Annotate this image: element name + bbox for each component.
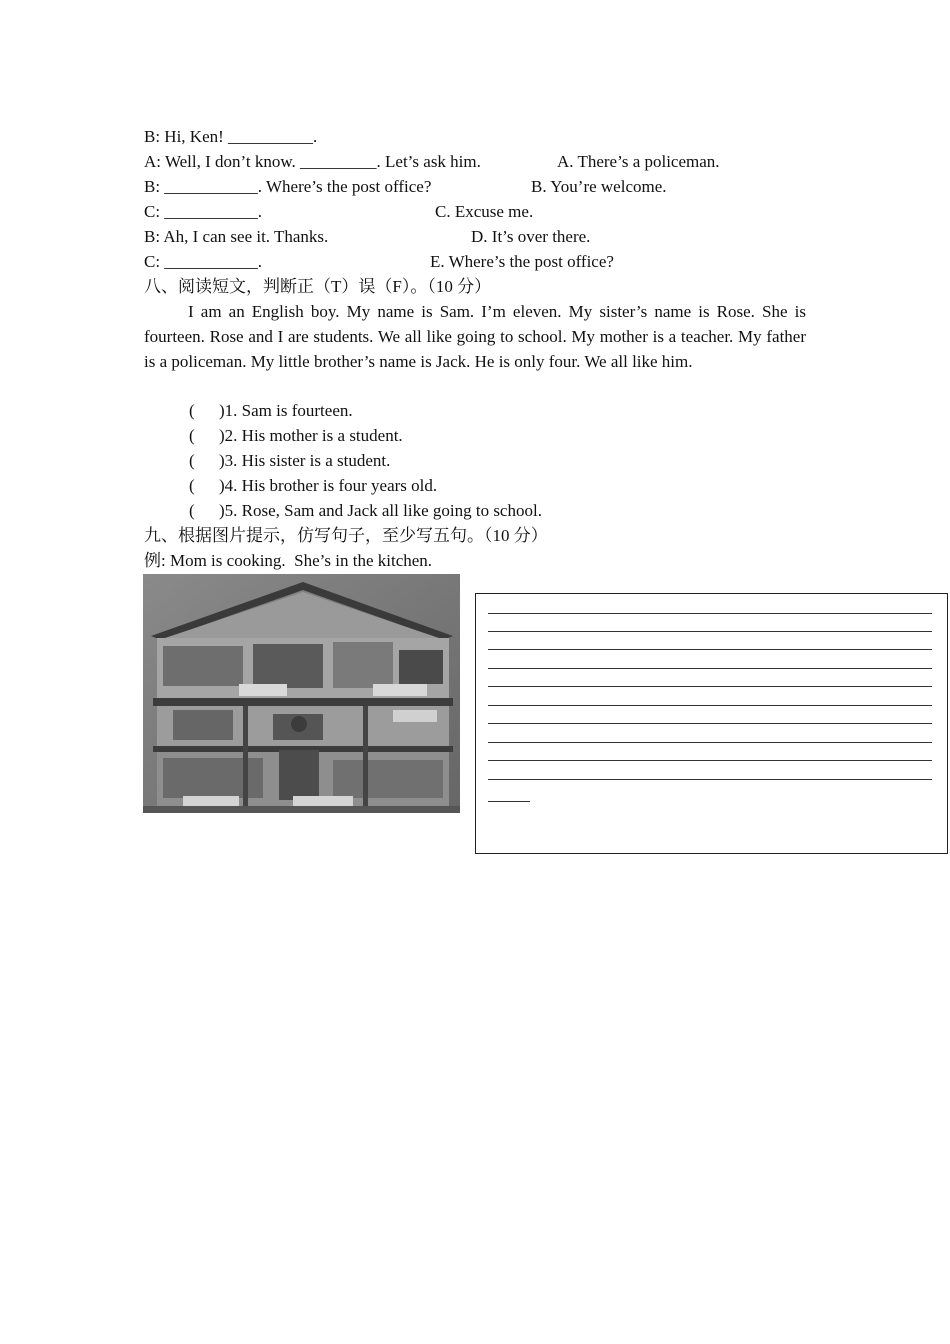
section-8-heading: 八、阅读短文，判断正（T）误（F）。（10 分） [144,277,492,296]
question-4-text: )4. His brother is four years old. [219,476,438,495]
writing-answer-box[interactable] [475,593,948,854]
writing-line-end [488,801,530,802]
answer-paren: ( [189,426,195,445]
question-2 [189,425,403,447]
answer-paren: ( [189,401,195,420]
option-c: C. Excuse me. [435,202,534,221]
question-3-text: )3. His sister is a student. [219,451,391,470]
answer-paren: ( [189,451,195,470]
answer-paren: ( [189,501,195,520]
writing-line [488,668,932,669]
dialogue-line-1: B: Hi, Ken! __________. [144,127,318,146]
dialogue-line-2: A: Well, I don’t know. _________. Let’s ask him. [144,152,481,171]
question-5-text: )5. Rose, Sam and Jack all like going to school. [219,501,542,520]
question-5 [189,500,542,522]
writing-line [488,686,932,687]
option-d: D. It’s over there. [471,227,591,246]
question-2-text: )2. His mother is a student. [219,426,403,445]
reading-passage: I am an English boy. My name is Sam. I’m eleven. My sister’s name is Rose. She is fourteen. Rose and I are students. We all like going to school. My mother is a teacher. My father is a policeman. My little brother’s name is Jack. He is only four. We all like him. [144,302,806,371]
dialogue-line-5: B: Ah, I can see it. Thanks. [144,227,329,246]
writing-line [488,723,932,724]
house-illustration [143,574,460,813]
writing-line [488,705,932,706]
house-picture [143,574,460,813]
question-1 [189,400,353,422]
writing-line [488,760,932,761]
writing-line [488,631,932,632]
writing-line [488,742,932,743]
question-3 [189,450,390,472]
writing-line [488,779,932,780]
writing-line [488,613,932,614]
writing-line [488,649,932,650]
option-a: A. There’s a policeman. [557,152,720,171]
option-b: B. You’re welcome. [531,177,667,196]
dialogue-line-6: C: ___________. [144,252,263,271]
dialogue-line-4: C: ___________. [144,202,263,221]
example-sentence: 例: Mom is cooking. She’s in the kitchen. [144,551,433,570]
answer-paren: ( [189,476,195,495]
option-e: E. Where’s the post office? [430,252,614,271]
dialogue-line-3: B: ___________. Where’s the post office? [144,177,432,196]
question-4 [189,475,437,497]
section-9-heading: 九、根据图片提示，仿写句子，至少写五句。（10 分） [144,526,548,545]
question-1-text: )1. Sam is fourteen. [219,401,353,420]
